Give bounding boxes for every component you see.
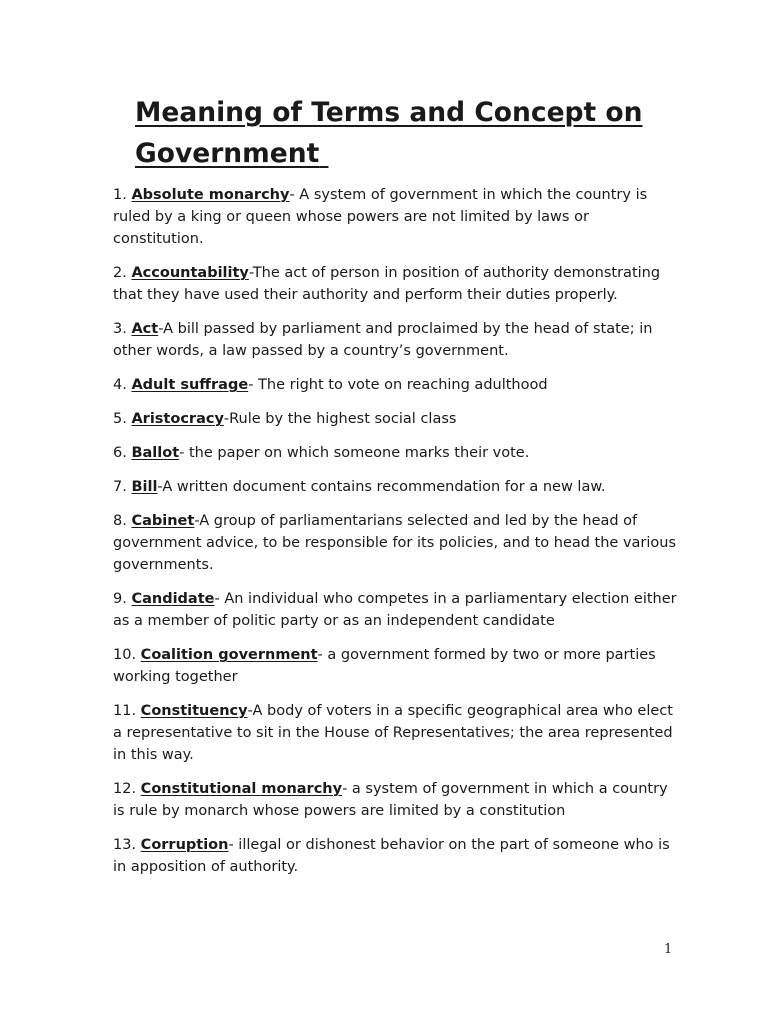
term-number: 5. xyxy=(113,411,127,427)
term-number: 8. xyxy=(113,513,127,529)
term-item-2 xyxy=(113,262,683,306)
terms-list xyxy=(113,184,683,890)
term-number: 3. xyxy=(113,321,127,337)
term-name: Bill xyxy=(131,479,158,495)
term-item-5 xyxy=(113,408,683,430)
term-name: Accountability xyxy=(131,265,249,281)
term-name: Cabinet xyxy=(131,513,195,529)
term-definition: -A body of voters in a specific geographical area who elect a representative to sit in the House of Representatives; the area represented in this way. xyxy=(113,703,673,763)
term-name: Candidate xyxy=(131,591,215,607)
term-name: Constitutional monarchy xyxy=(140,781,343,797)
term-name: Ballot xyxy=(131,445,180,461)
term-definition: - The right to vote on reaching adulthood xyxy=(248,377,548,393)
term-definition: -A bill passed by parliament and proclaimed by the head of state; in other words, a law passed by a country’s government. xyxy=(113,321,653,359)
term-item-1 xyxy=(113,184,683,250)
term-number: 2. xyxy=(113,265,127,281)
term-item-6 xyxy=(113,442,683,464)
term-definition: - A system of government in which the country is ruled by a king or queen whose powers are not limited by laws or constitution. xyxy=(113,187,648,247)
term-number: 11. xyxy=(113,703,137,719)
term-definition: -A group of parliamentarians selected and led by the head of government advice, to be responsible for its policies, and to head the various governments. xyxy=(113,513,677,573)
term-number: 12. xyxy=(113,781,137,797)
term-name: Act xyxy=(131,321,159,337)
term-definition: -Rule by the highest social class xyxy=(223,411,457,427)
term-definition: -The act of person in position of authority demonstrating that they have used their authority and perform their duties properly. xyxy=(113,265,661,303)
term-item-4 xyxy=(113,374,683,396)
term-definition: -A written document contains recommendation for a new law. xyxy=(157,479,606,495)
term-name: Adult suffrage xyxy=(131,377,249,393)
term-item-13 xyxy=(113,834,683,878)
term-item-10 xyxy=(113,644,683,688)
term-definition: - the paper on which someone marks their vote. xyxy=(179,445,530,461)
term-item-11 xyxy=(113,700,683,766)
term-definition: - a government formed by two or more parties working together xyxy=(113,647,656,685)
term-number: 13. xyxy=(113,837,137,853)
term-name: Constituency xyxy=(140,703,248,719)
term-number: 4. xyxy=(113,377,127,393)
term-number: 6. xyxy=(113,445,127,461)
term-name: Absolute monarchy xyxy=(131,187,290,203)
term-definition: - An individual who competes in a parliamentary election either as a member of politic party or as an independent candidate xyxy=(113,591,677,629)
term-definition: - illegal or dishonest behavior on the part of someone who is in apposition of authority. xyxy=(113,837,670,875)
term-item-9 xyxy=(113,588,683,632)
term-item-7 xyxy=(113,476,683,498)
term-number: 7. xyxy=(113,479,127,495)
term-item-3 xyxy=(113,318,683,362)
term-item-12 xyxy=(113,778,683,822)
term-name: Aristocracy xyxy=(131,411,224,427)
term-definition: - a system of government in which a country is rule by monarch whose powers are limited by a constitution xyxy=(113,781,668,819)
term-number: 10. xyxy=(113,647,137,663)
page-number: 1 xyxy=(664,942,673,957)
term-number: 9. xyxy=(113,591,127,607)
page-title xyxy=(135,92,695,174)
term-number: 1. xyxy=(113,187,127,203)
term-name: Corruption xyxy=(140,837,229,853)
page-title-text: Meaning of Terms and Concept on Government xyxy=(135,97,643,169)
term-item-8 xyxy=(113,510,683,576)
term-name: Coalition government xyxy=(140,647,318,663)
